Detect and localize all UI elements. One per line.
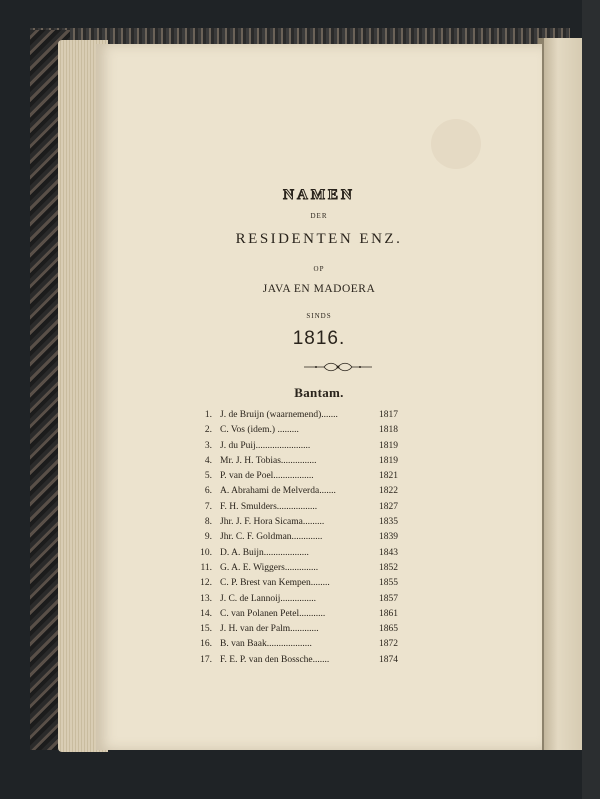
entry-year: 1872 [379, 639, 398, 650]
background-strip [582, 0, 600, 799]
heading-sinds: SINDS [306, 312, 332, 320]
list-item [180, 484, 420, 499]
entry-year: 1874 [379, 654, 398, 665]
list-item [180, 500, 420, 515]
heading-region: JAVA EN MADOERA [262, 283, 376, 295]
entry-name: A. Abrahami de Melverda....... [220, 486, 336, 497]
next-page-edge [542, 38, 582, 750]
section-title: Bantam. [294, 385, 344, 400]
list-item [180, 561, 420, 576]
entry-year: 1843 [379, 547, 398, 558]
entry-year: 1855 [379, 578, 398, 589]
entry-number: 13. [200, 593, 212, 604]
entry-number: 1. [204, 410, 212, 420]
entry-number: 5. [204, 471, 212, 482]
entry-number: 15. [200, 624, 212, 635]
heading-subject: RESIDENTEN ENZ. [235, 231, 403, 247]
list-item [180, 637, 420, 652]
entry-number: 8. [204, 517, 212, 528]
entry-name: B. van Baak................... [220, 639, 312, 650]
entry-name: C. P. Brest van Kempen........ [220, 578, 330, 589]
list-item [180, 546, 420, 561]
entry-name: J. C. de Lannoij............... [220, 593, 317, 604]
list-item [180, 469, 420, 484]
entry-year: 1817 [379, 410, 398, 420]
entry-number: 6. [204, 486, 212, 497]
heading-op: OP [313, 265, 325, 273]
list-item [180, 530, 420, 545]
entry-year: 1839 [379, 532, 398, 543]
heading-year: 1816. [292, 328, 346, 349]
paper-stain [431, 119, 481, 169]
entry-number: 3. [204, 440, 212, 451]
list-item [180, 576, 420, 591]
entry-number: 4. [204, 455, 212, 466]
entry-name: Jhr. J. F. Hora Sicama......... [220, 517, 325, 528]
entry-year: 1857 [379, 593, 398, 604]
entry-name: F. H. Smulders................. [220, 501, 318, 512]
entry-year: 1822 [379, 486, 398, 497]
entry-year: 1861 [379, 608, 398, 619]
entry-year: 1827 [379, 501, 398, 512]
entry-number: 14. [200, 608, 212, 619]
entry-year: 1865 [379, 624, 398, 635]
entry-name: C. Vos (idem.) ......... [220, 425, 299, 436]
entry-name: Mr. J. H. Tobias............... [220, 455, 317, 466]
entry-number: 17. [200, 654, 212, 665]
heading-der: DER [310, 212, 328, 220]
entry-number: 9. [204, 532, 212, 543]
entry-name: D. A. Buijn................... [220, 547, 309, 558]
list-item [180, 515, 420, 530]
ornament-divider-icon [302, 361, 374, 373]
entry-year: 1821 [379, 471, 398, 482]
list-item [180, 423, 420, 438]
entry-name: J. du Puij....................... [220, 440, 311, 451]
list-item [180, 439, 420, 454]
entry-year: 1852 [379, 562, 398, 573]
list-item [180, 408, 420, 423]
entry-year: 1819 [379, 440, 398, 451]
entry-year: 1835 [379, 517, 398, 528]
entry-name: C. van Polanen Petel........... [220, 608, 326, 619]
list-item [180, 607, 420, 622]
residents-list [180, 408, 420, 668]
entry-number: 16. [200, 639, 212, 650]
entry-name: P. van de Poel................. [220, 471, 314, 482]
entry-year: 1818 [379, 425, 398, 436]
list-item [180, 454, 420, 469]
entry-name: G. A. E. Wiggers.............. [220, 562, 319, 573]
entry-year: 1819 [379, 455, 398, 466]
entry-number: 11. [200, 562, 212, 573]
entry-number: 10. [200, 547, 212, 558]
entry-number: 12. [200, 578, 212, 589]
list-item [180, 592, 420, 607]
entry-number: 2. [204, 425, 212, 436]
entry-name: J. de Bruijn (waarnemend)....... [220, 410, 338, 420]
page-heading: NAMEN [283, 187, 355, 203]
list-item [180, 653, 420, 668]
entry-number: 7. [204, 501, 212, 512]
list-item [180, 622, 420, 637]
entry-name: F. E. P. van den Bossche....... [220, 654, 330, 665]
entry-name: J. H. van der Palm............ [220, 624, 319, 635]
entry-name: Jhr. C. F. Goldman............. [220, 532, 323, 543]
